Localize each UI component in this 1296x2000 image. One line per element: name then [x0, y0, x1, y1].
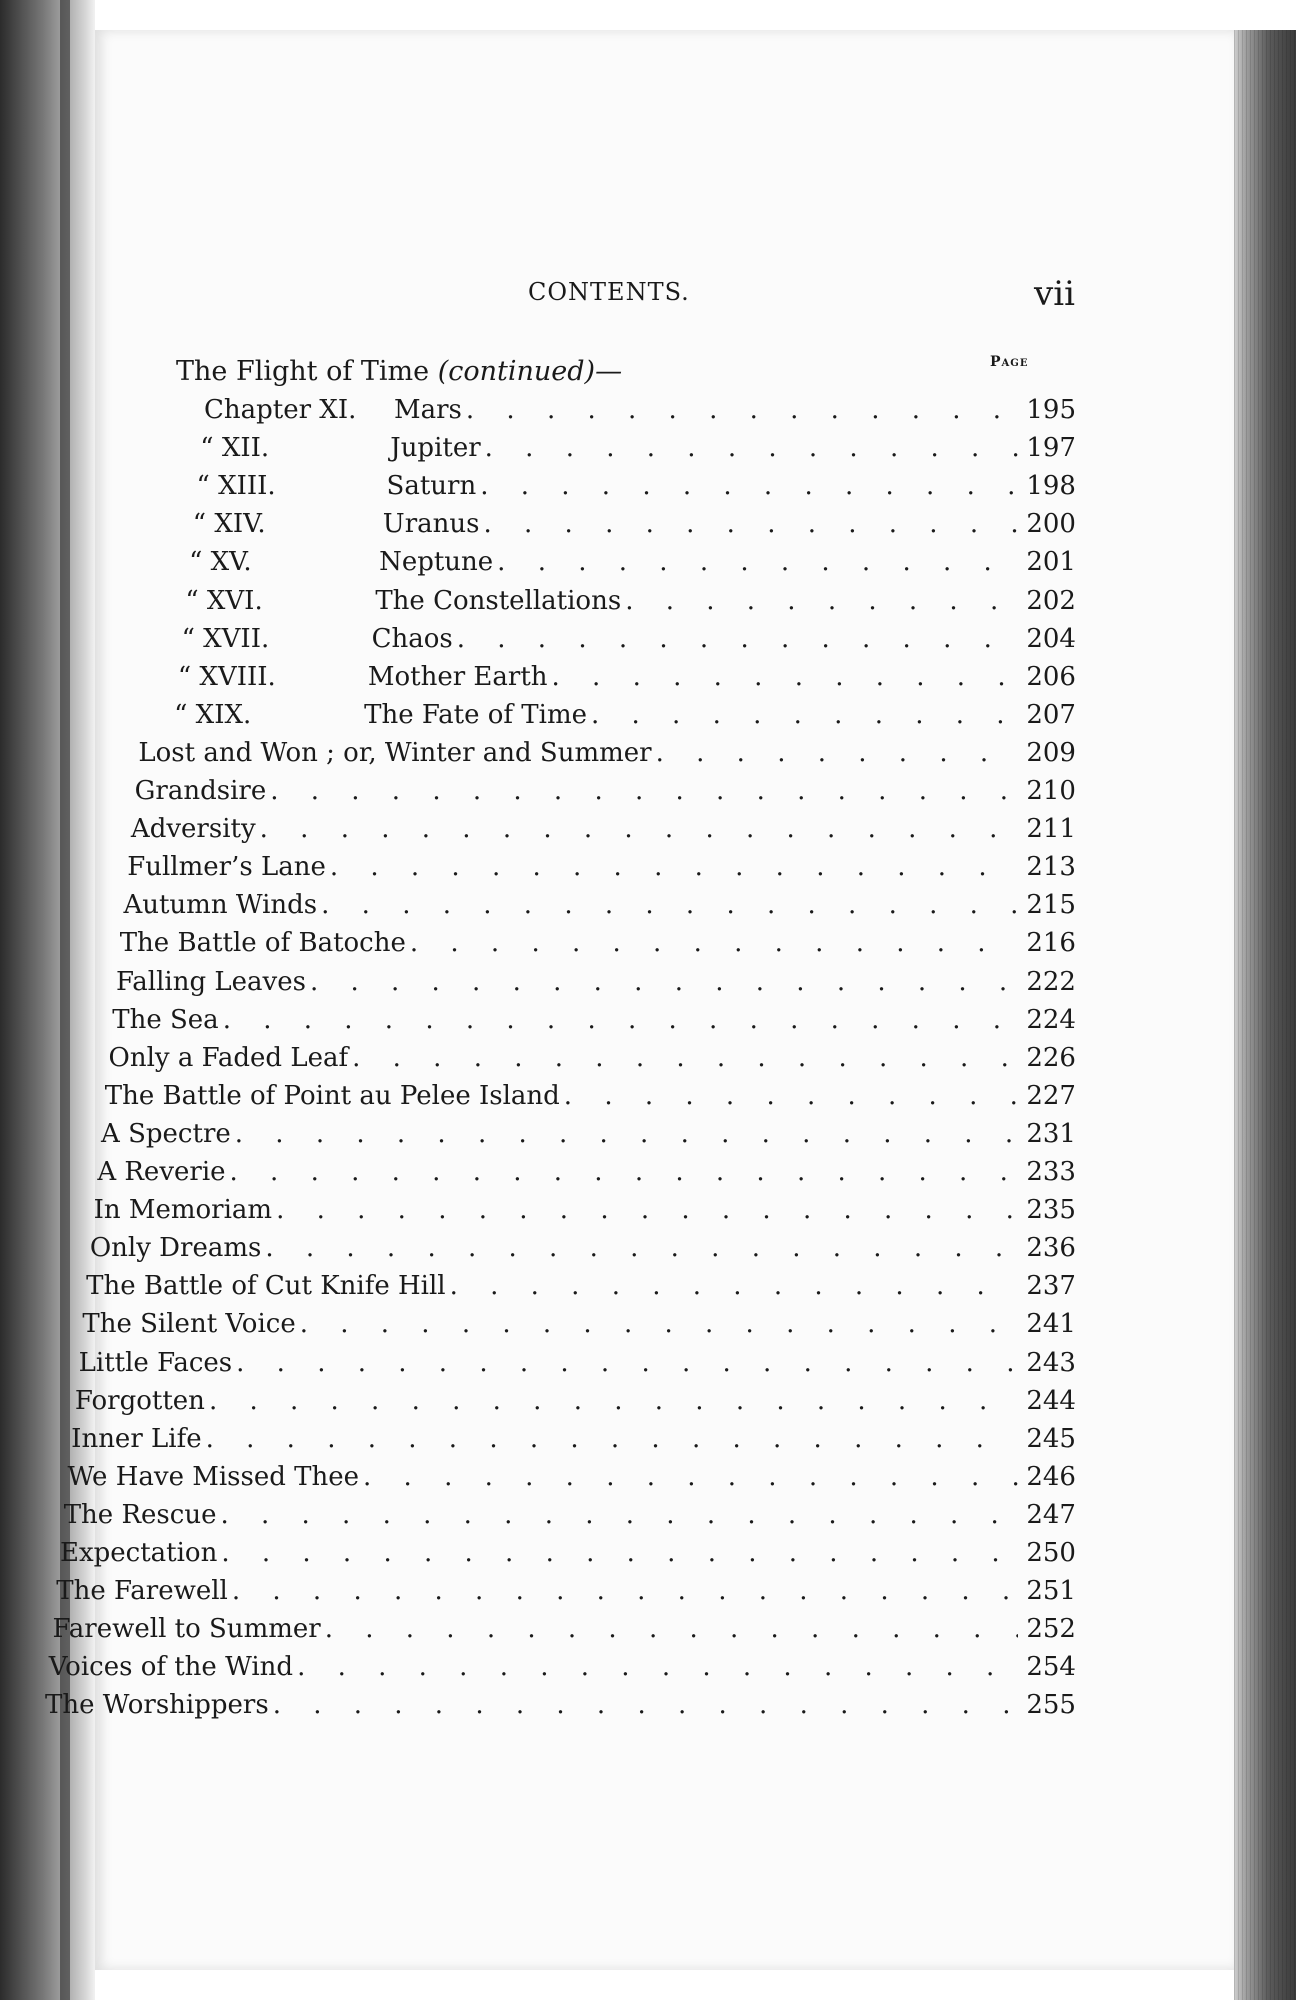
- entry-title: Inner Life: [71, 1423, 202, 1454]
- dot-leader: [483, 509, 1018, 539]
- page-folio: vii: [1034, 274, 1075, 314]
- page-number: 226: [1026, 1042, 1076, 1073]
- page-number: 250: [1026, 1538, 1076, 1568]
- dot-leader: [221, 1538, 1018, 1568]
- dot-leader: [552, 662, 1018, 692]
- dot-leader: [265, 1233, 1018, 1263]
- entry-title: Only Dreams: [89, 1233, 262, 1264]
- page-number: 247: [1026, 1499, 1076, 1530]
- dot-leader: [273, 1690, 1018, 1720]
- chapter-entry: [204, 395, 1076, 429]
- entry-title: Voices of the Wind: [48, 1652, 294, 1683]
- entry-title: A Reverie: [97, 1157, 226, 1187]
- chapter-number: “ XIX.: [174, 699, 252, 730]
- page-number: 210: [1026, 776, 1076, 806]
- page-number: 254: [1026, 1652, 1076, 1683]
- toc-entry: [94, 1195, 1076, 1229]
- chapter-entry: [189, 547, 1076, 581]
- toc-entry: [71, 1424, 1076, 1458]
- dot-leader: [591, 700, 1018, 730]
- chapter-number: “ XIV.: [192, 509, 266, 540]
- entry-title: Neptune: [379, 547, 494, 578]
- chapter-number: “ XIII.: [196, 471, 276, 502]
- toc-entry: [45, 1690, 1076, 1724]
- toc-entry: [127, 852, 1076, 886]
- toc-entry: [90, 1233, 1076, 1267]
- page-number: 206: [1026, 661, 1076, 692]
- page-number: 195: [1026, 395, 1076, 425]
- entry-title: Autumn Winds: [123, 890, 318, 921]
- toc-entry: [120, 928, 1076, 962]
- dot-leader: [325, 1614, 1018, 1644]
- entry-title: Mother Earth: [367, 661, 548, 692]
- chapter-number: “ XVIII.: [177, 661, 276, 692]
- dot-leader: [276, 1195, 1018, 1225]
- entry-title: The Worshippers: [45, 1690, 269, 1721]
- page-number: 216: [1026, 928, 1076, 959]
- entry-title: Saturn: [386, 471, 477, 502]
- dot-leader: [310, 967, 1018, 997]
- dot-leader: [656, 738, 1018, 768]
- dot-leader: [330, 852, 1018, 882]
- dot-leader: [363, 1462, 1018, 1492]
- dot-leader: [260, 814, 1018, 844]
- page-number: 224: [1026, 1004, 1076, 1035]
- chapter-entry: [197, 471, 1076, 505]
- dot-leader: [321, 890, 1018, 920]
- dot-leader: [497, 547, 1018, 577]
- entry-title: The Farewell: [56, 1576, 228, 1607]
- entry-title: The Fate of Time: [364, 699, 587, 730]
- entry-title: Farewell to Summer: [52, 1614, 321, 1645]
- page-number: 201: [1026, 547, 1076, 578]
- toc-entry: [116, 967, 1076, 1001]
- section-continued: (continued)—: [437, 356, 623, 387]
- page-number: 211: [1026, 814, 1076, 845]
- toc-entry: [49, 1652, 1076, 1686]
- chapter-entry: [174, 700, 1076, 734]
- entry-title: The Battle of Point au Pelee Island: [104, 1080, 560, 1111]
- chapter-entry: [178, 662, 1076, 696]
- entry-title: Little Faces: [78, 1347, 233, 1378]
- dot-leader: [270, 776, 1018, 806]
- toc-entry: [79, 1348, 1076, 1382]
- dot-leader: [230, 1157, 1018, 1187]
- entry-title: Mars: [394, 395, 462, 425]
- toc-entry: [131, 814, 1076, 848]
- dot-leader: [564, 1081, 1018, 1111]
- entry-title: Chaos: [371, 623, 453, 654]
- running-head-title: CONTENTS.: [528, 278, 690, 306]
- toc-entry: [82, 1309, 1076, 1343]
- page-number: 252: [1026, 1614, 1076, 1645]
- page-number: 236: [1026, 1233, 1076, 1264]
- page-number: 207: [1026, 699, 1076, 730]
- page-number: 241: [1026, 1309, 1076, 1340]
- page-number: 251: [1026, 1576, 1076, 1607]
- chapter-number: “ XV.: [189, 547, 252, 578]
- dot-leader: [485, 433, 1018, 463]
- dot-leader: [209, 1386, 1018, 1416]
- dot-leader: [457, 624, 1018, 654]
- chapter-entry: [185, 586, 1076, 620]
- entry-title: Expectation: [59, 1538, 218, 1568]
- chapter-number: “ XVI.: [185, 585, 263, 616]
- toc-entry: [109, 1043, 1076, 1077]
- entry-title: The Rescue: [63, 1499, 217, 1530]
- entry-title: Adversity: [130, 814, 256, 845]
- dot-leader: [480, 471, 1018, 501]
- toc-entry: [86, 1271, 1076, 1305]
- toc-entry: [123, 890, 1076, 924]
- entry-title: Uranus: [382, 509, 480, 540]
- toc-entry: [138, 738, 1076, 772]
- toc-entry: [56, 1576, 1076, 1610]
- entry-title: Lost and Won ; or, Winter and Summer: [138, 737, 652, 768]
- page-number: 245: [1026, 1423, 1076, 1454]
- toc-entry: [64, 1500, 1076, 1534]
- page-number: 227: [1026, 1080, 1076, 1111]
- entry-title: The Sea: [112, 1004, 219, 1035]
- toc-entry: [67, 1462, 1076, 1496]
- page-number: 235: [1026, 1195, 1076, 1226]
- page-number: 244: [1026, 1385, 1076, 1416]
- dot-leader: [466, 395, 1018, 425]
- page-number: 198: [1026, 471, 1076, 502]
- toc-entry: [53, 1614, 1076, 1648]
- page-number: 246: [1026, 1461, 1076, 1492]
- toc-entry: [60, 1538, 1076, 1572]
- entry-title: In Memoriam: [93, 1195, 273, 1226]
- chapter-entry: [193, 509, 1076, 543]
- entry-title: Fullmer’s Lane: [127, 852, 326, 883]
- dot-leader: [450, 1271, 1018, 1301]
- entry-title: The Battle of Cut Knife Hill: [86, 1271, 446, 1302]
- dot-leader: [297, 1652, 1018, 1682]
- chapter-entry: [182, 624, 1076, 658]
- page-number: 204: [1026, 623, 1076, 654]
- chapter-number: Chapter XI.: [204, 395, 357, 425]
- entry-title: We Have Missed Thee: [67, 1461, 360, 1492]
- toc-entry: [135, 776, 1076, 810]
- entry-title: The Constellations: [375, 585, 622, 616]
- entry-title: Only a Faded Leaf: [108, 1042, 349, 1073]
- dot-leader: [300, 1309, 1018, 1339]
- page-number: 215: [1026, 890, 1076, 921]
- page-number: 237: [1026, 1271, 1076, 1302]
- chapter-number: “ XVII.: [181, 623, 270, 654]
- dot-leader: [235, 1119, 1018, 1149]
- page-number: 209: [1026, 737, 1076, 768]
- dot-leader: [410, 928, 1018, 958]
- chapter-entry: [200, 433, 1076, 467]
- page-number: 233: [1026, 1157, 1076, 1187]
- page-number: 231: [1026, 1118, 1076, 1149]
- page-number: 222: [1026, 966, 1076, 997]
- toc-entry: [75, 1386, 1076, 1420]
- chapter-number: “ XII.: [200, 433, 270, 464]
- entry-title: Falling Leaves: [115, 966, 306, 997]
- entry-title: Jupiter: [390, 433, 481, 464]
- dot-leader: [223, 1005, 1018, 1035]
- page-number: 202: [1026, 585, 1076, 616]
- page-number: 200: [1026, 509, 1076, 540]
- entry-title: The Silent Voice: [82, 1309, 296, 1340]
- dot-leader: [236, 1348, 1018, 1378]
- dot-leader: [206, 1424, 1018, 1454]
- toc-entry: [97, 1157, 1076, 1191]
- dot-leader: [232, 1576, 1018, 1606]
- dot-leader: [352, 1043, 1018, 1073]
- page-number: 243: [1026, 1347, 1076, 1378]
- page-number: 197: [1026, 433, 1076, 464]
- dot-leader: [220, 1500, 1018, 1530]
- entry-title: Forgotten: [74, 1385, 205, 1416]
- entry-title: Grandsire: [134, 776, 267, 806]
- page-column-label: Page: [990, 354, 1029, 370]
- entry-title: The Battle of Batoche: [119, 928, 406, 959]
- toc-entry: [112, 1005, 1076, 1039]
- toc-entry: [105, 1081, 1076, 1115]
- section-title: The Flight of Time: [176, 356, 430, 387]
- page-number: 255: [1026, 1690, 1076, 1721]
- entry-title: A Spectre: [101, 1118, 231, 1149]
- page-number: 213: [1026, 852, 1076, 883]
- toc-entry: [101, 1119, 1076, 1153]
- dot-leader: [625, 586, 1018, 616]
